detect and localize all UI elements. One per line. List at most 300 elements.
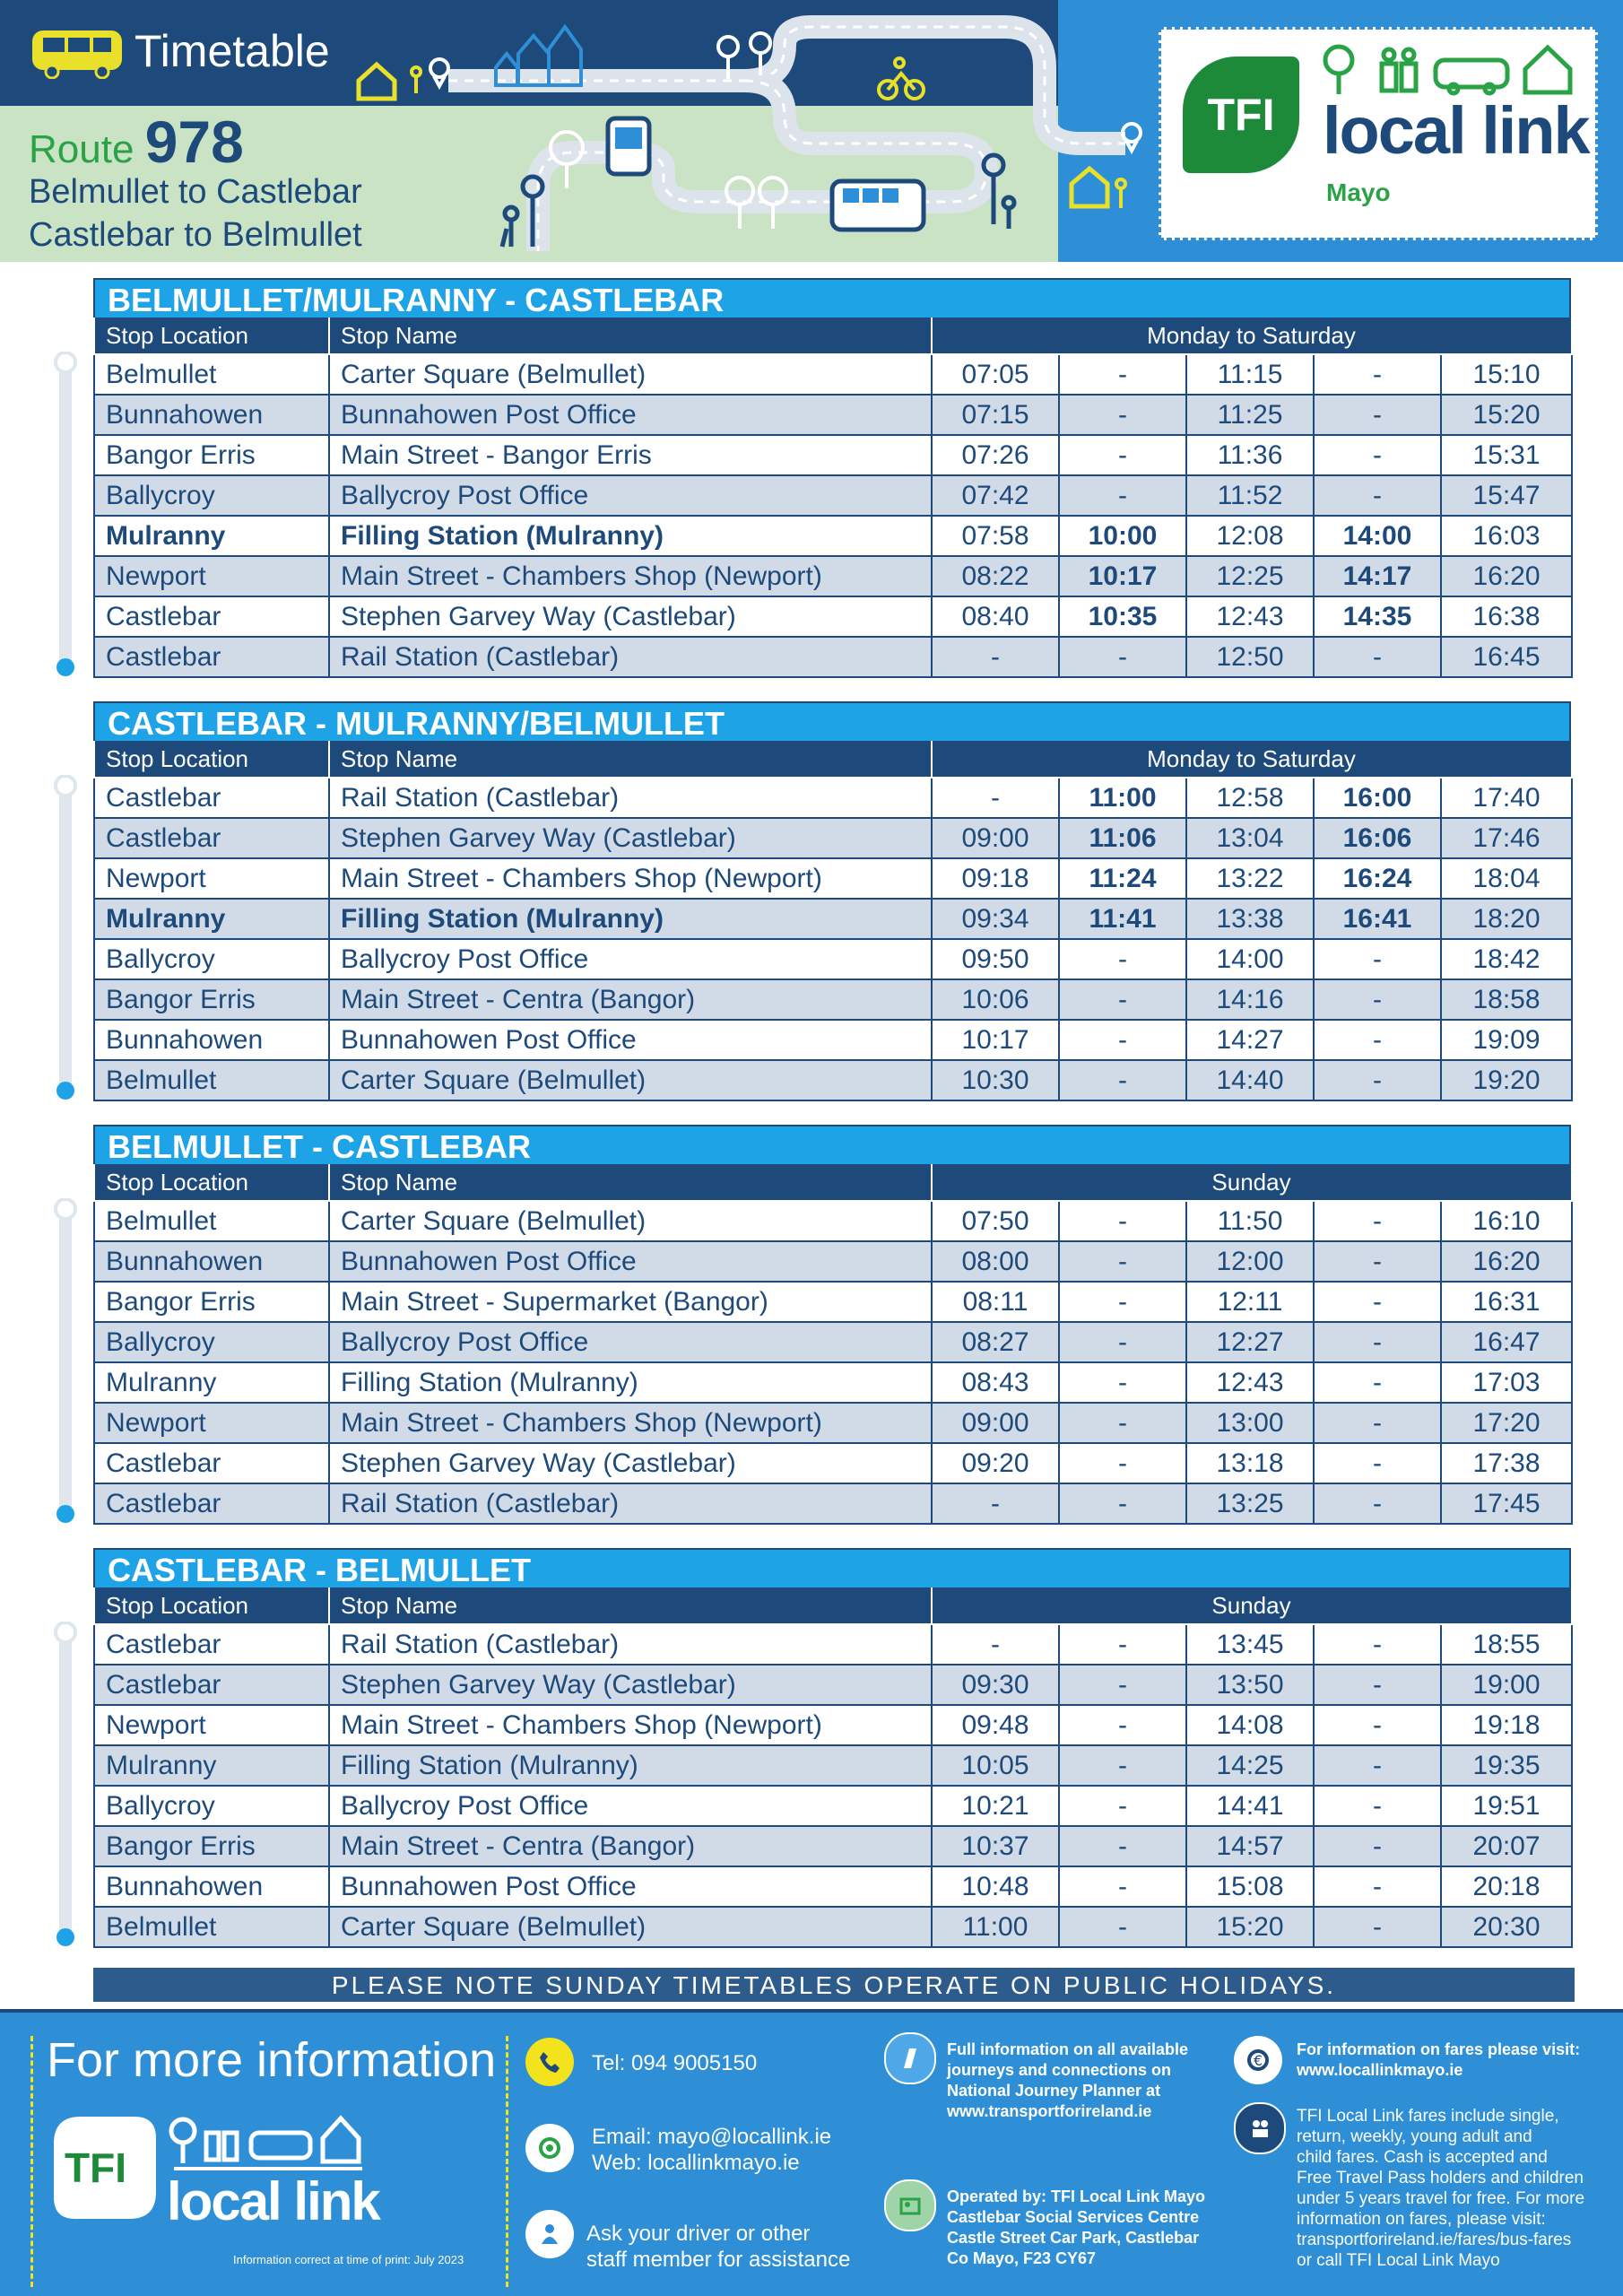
- table-row: [94, 939, 1572, 979]
- departure-time: 15:47: [1441, 475, 1572, 516]
- departure-time: -: [1059, 1483, 1186, 1524]
- departure-time: 13:22: [1186, 858, 1314, 899]
- departure-time: -: [1314, 1745, 1441, 1786]
- departure-time: 14:08: [1186, 1705, 1314, 1745]
- departure-time: 13:45: [1186, 1624, 1314, 1665]
- departure-time: -: [1059, 1020, 1186, 1060]
- departure-time: 17:20: [1441, 1403, 1572, 1443]
- departure-time: -: [1314, 1483, 1441, 1524]
- timetable-table: [93, 317, 1573, 678]
- fares-detail-line: TFI Local Link fares include single,: [1297, 2107, 1559, 2126]
- fares-detail-line: or call TFI Local Link Mayo: [1297, 2251, 1500, 2270]
- stop-name: Rail Station (Castlebar): [329, 1483, 932, 1524]
- stop-location: Castlebar: [94, 1665, 329, 1705]
- departure-time: 09:00: [932, 1403, 1059, 1443]
- timetable-title: BELMULLET - CASTLEBAR: [93, 1125, 1571, 1164]
- fares-link-info: [1297, 2039, 1580, 2081]
- public-holiday-note: PLEASE NOTE SUNDAY TIMETABLES OPERATE ON PUBLIC HOLIDAYS.: [93, 1968, 1575, 2002]
- departure-time: -: [1314, 1866, 1441, 1907]
- departure-time: -: [1059, 1201, 1186, 1241]
- stop-location: Bunnahowen: [94, 1020, 329, 1060]
- departure-time: -: [1059, 1745, 1186, 1786]
- departure-time: -: [1059, 1866, 1186, 1907]
- fare-icon: [1234, 2036, 1282, 2084]
- departure-time: -: [1059, 1060, 1186, 1100]
- assistance-line: Ask your driver or other: [586, 2222, 811, 2246]
- departure-time: 19:18: [1441, 1705, 1572, 1745]
- departure-time: 16:20: [1441, 1241, 1572, 1282]
- departure-time: 10:35: [1059, 596, 1186, 637]
- stop-location: Newport: [94, 1403, 329, 1443]
- departure-time: -: [932, 1624, 1059, 1665]
- departure-time: 19:51: [1441, 1786, 1572, 1826]
- departure-time: 10:21: [932, 1786, 1059, 1826]
- departure-time: -: [1059, 475, 1186, 516]
- table-header-row: [94, 317, 1572, 354]
- stop-location: Newport: [94, 556, 329, 596]
- departure-time: 11:06: [1059, 818, 1186, 858]
- departure-time: 11:25: [1186, 395, 1314, 435]
- departure-time: 14:40: [1186, 1060, 1314, 1100]
- stop-name: Bunnahowen Post Office: [329, 1241, 932, 1282]
- departure-time: 07:26: [932, 435, 1059, 475]
- departure-time: 09:18: [932, 858, 1059, 899]
- departure-time: 09:20: [932, 1443, 1059, 1483]
- departure-time: 16:47: [1441, 1322, 1572, 1362]
- fares-link[interactable]: www.locallinkmayo.ie: [1297, 2061, 1463, 2079]
- journey-line: journeys and connections on: [947, 2061, 1172, 2079]
- column-header-stop-location: Stop Location: [94, 317, 329, 354]
- table-row: [94, 818, 1572, 858]
- departure-time: 18:04: [1441, 858, 1572, 899]
- table-row: [94, 1403, 1572, 1443]
- departure-time: -: [1314, 1705, 1441, 1745]
- departure-time: 15:31: [1441, 435, 1572, 475]
- journey-icon: [884, 2032, 936, 2084]
- departure-time: 09:00: [932, 818, 1059, 858]
- departure-time: 19:09: [1441, 1020, 1572, 1060]
- operator-line: Castlebar Social Services Centre: [947, 2208, 1200, 2226]
- contact-details: [592, 2124, 831, 2176]
- operator-icon: [884, 2179, 936, 2231]
- bus-icon: [30, 29, 126, 79]
- table-header-row: [94, 1587, 1572, 1624]
- table-row: [94, 1745, 1572, 1786]
- departure-time: 08:40: [932, 596, 1059, 637]
- stop-name: Rail Station (Castlebar): [329, 637, 932, 677]
- departure-time: 10:05: [932, 1745, 1059, 1786]
- stop-location: Ballycroy: [94, 1322, 329, 1362]
- fare-info-icon: [1234, 2102, 1286, 2154]
- departure-time: -: [1059, 435, 1186, 475]
- departure-time: 20:30: [1441, 1907, 1572, 1947]
- departure-time: -: [1059, 979, 1186, 1020]
- timetable-title: CASTLEBAR - BELMULLET: [93, 1548, 1571, 1587]
- departure-time: 18:58: [1441, 979, 1572, 1020]
- table-row: [94, 1483, 1572, 1524]
- departure-time: 14:41: [1186, 1786, 1314, 1826]
- departure-time: 13:04: [1186, 818, 1314, 858]
- local-link-wordmark: local link: [1323, 93, 1589, 168]
- stop-location: Castlebar: [94, 1624, 329, 1665]
- departure-time: 11:50: [1186, 1201, 1314, 1241]
- stop-location: Belmullet: [94, 1907, 329, 1947]
- departure-time: 07:58: [932, 516, 1059, 556]
- departure-time: 11:00: [932, 1907, 1059, 1947]
- departure-time: 14:16: [1186, 979, 1314, 1020]
- route-description: [29, 170, 362, 257]
- departure-time: 09:48: [932, 1705, 1059, 1745]
- stop-location: Newport: [94, 858, 329, 899]
- departure-time: 12:00: [1186, 1241, 1314, 1282]
- stop-name: Bunnahowen Post Office: [329, 1020, 932, 1060]
- departure-time: 12:27: [1186, 1322, 1314, 1362]
- departure-time: 16:10: [1441, 1201, 1572, 1241]
- tfi-badge: TFI: [1183, 57, 1299, 173]
- phone-number[interactable]: Tel: 094 9005150: [592, 2051, 758, 2075]
- departure-time: -: [1059, 939, 1186, 979]
- departure-time: 07:05: [932, 354, 1059, 395]
- departure-time: -: [932, 637, 1059, 677]
- stop-location: Castlebar: [94, 637, 329, 677]
- departure-time: 13:38: [1186, 899, 1314, 939]
- departure-time: 08:11: [932, 1282, 1059, 1322]
- fares-details: [1297, 2106, 1584, 2271]
- timetable-title: BELMULLET/MULRANNY - CASTLEBAR: [93, 278, 1571, 317]
- departure-time: 09:30: [932, 1665, 1059, 1705]
- stop-name: Ballycroy Post Office: [329, 1786, 932, 1826]
- stop-location: Mulranny: [94, 1745, 329, 1786]
- departure-time: 17:46: [1441, 818, 1572, 858]
- table-row: [94, 1866, 1572, 1907]
- stop-name: Stephen Garvey Way (Castlebar): [329, 818, 932, 858]
- departure-time: -: [1059, 395, 1186, 435]
- departure-time: 08:22: [932, 556, 1059, 596]
- timetable-table: [93, 1164, 1573, 1525]
- footer-divider-middle: [506, 2036, 508, 2287]
- table-row: [94, 475, 1572, 516]
- timetable-table: [93, 741, 1573, 1101]
- timetable-table: [93, 1587, 1573, 1948]
- fares-detail-line: child fares. Cash is accepted and: [1297, 2148, 1548, 2167]
- departure-time: -: [1059, 1403, 1186, 1443]
- departure-time: 15:10: [1441, 354, 1572, 395]
- departure-time: 10:30: [932, 1060, 1059, 1100]
- departure-time: 16:45: [1441, 637, 1572, 677]
- departure-time: -: [1314, 1826, 1441, 1866]
- departure-time: 15:08: [1186, 1866, 1314, 1907]
- departure-time: -: [1314, 1241, 1441, 1282]
- stop-name: Filling Station (Mulranny): [329, 1362, 932, 1403]
- route-label: Route: [29, 127, 135, 171]
- operator-line: Castle Street Car Park, Castlebar: [947, 2229, 1200, 2247]
- departure-time: -: [1314, 475, 1441, 516]
- departure-time: 09:50: [932, 939, 1059, 979]
- departure-time: 18:55: [1441, 1624, 1572, 1665]
- departure-time: 11:41: [1059, 899, 1186, 939]
- departure-time: 10:17: [932, 1020, 1059, 1060]
- departure-time: -: [1059, 1241, 1186, 1282]
- departure-time: 12:50: [1186, 637, 1314, 677]
- stop-name: Main Street - Centra (Bangor): [329, 1826, 932, 1866]
- departure-time: 11:52: [1186, 475, 1314, 516]
- journey-line: National Journey Planner at: [947, 2082, 1161, 2100]
- departure-time: 13:18: [1186, 1443, 1314, 1483]
- departure-time: 12:08: [1186, 516, 1314, 556]
- stop-name: Rail Station (Castlebar): [329, 1624, 932, 1665]
- column-header-stop-name: Stop Name: [329, 741, 932, 778]
- departure-time: -: [1314, 939, 1441, 979]
- stop-location: Bunnahowen: [94, 395, 329, 435]
- stop-location: Castlebar: [94, 596, 329, 637]
- table-row: [94, 1907, 1572, 1947]
- column-header-days: Sunday: [932, 1587, 1572, 1624]
- departure-time: 18:42: [1441, 939, 1572, 979]
- departure-time: 17:45: [1441, 1483, 1572, 1524]
- departure-time: 16:00: [1314, 778, 1441, 818]
- column-header-stop-location: Stop Location: [94, 1164, 329, 1201]
- departure-time: -: [1059, 1786, 1186, 1826]
- departure-time: -: [1314, 1020, 1441, 1060]
- stop-name: Carter Square (Belmullet): [329, 354, 932, 395]
- footer-divider-left: [30, 2036, 33, 2287]
- stop-name: Ballycroy Post Office: [329, 1322, 932, 1362]
- stop-name: Bunnahowen Post Office: [329, 1866, 932, 1907]
- stop-name: Stephen Garvey Way (Castlebar): [329, 1443, 932, 1483]
- departure-time: -: [932, 778, 1059, 818]
- departure-time: 16:06: [1314, 818, 1441, 858]
- web-link[interactable]: Web: locallinkmayo.ie: [592, 2151, 800, 2175]
- departure-time: -: [1314, 354, 1441, 395]
- departure-time: -: [1314, 1060, 1441, 1100]
- table-row: [94, 596, 1572, 637]
- fares-detail-line: Free Travel Pass holders and children: [1297, 2169, 1584, 2187]
- stop-name: Main Street - Chambers Shop (Newport): [329, 858, 932, 899]
- departure-time: 16:03: [1441, 516, 1572, 556]
- departure-time: 14:35: [1314, 596, 1441, 637]
- departure-time: -: [1314, 1443, 1441, 1483]
- departure-time: -: [1314, 1624, 1441, 1665]
- departure-time: -: [1059, 1624, 1186, 1665]
- departure-time: 11:15: [1186, 354, 1314, 395]
- departure-time: -: [1314, 637, 1441, 677]
- departure-time: 12:11: [1186, 1282, 1314, 1322]
- column-header-stop-location: Stop Location: [94, 741, 329, 778]
- departure-time: -: [932, 1483, 1059, 1524]
- departure-time: -: [1314, 1665, 1441, 1705]
- table-row: [94, 395, 1572, 435]
- stop-name: Filling Station (Mulranny): [329, 516, 932, 556]
- departure-time: 14:57: [1186, 1826, 1314, 1866]
- departure-time: -: [1059, 1362, 1186, 1403]
- page-title: Timetable: [135, 26, 330, 76]
- stop-name: Stephen Garvey Way (Castlebar): [329, 1665, 932, 1705]
- stop-name: Ballycroy Post Office: [329, 475, 932, 516]
- tfi-local-link-logo: [1159, 27, 1598, 240]
- fares-detail-line: return, weekly, young adult and: [1297, 2127, 1532, 2146]
- local-link-icons: [1319, 42, 1579, 96]
- table-row: [94, 1826, 1572, 1866]
- column-header-stop-name: Stop Name: [329, 317, 932, 354]
- column-header-days: Sunday: [932, 1164, 1572, 1201]
- phone-icon: [525, 2038, 574, 2086]
- departure-time: -: [1314, 1282, 1441, 1322]
- column-header-days: Monday to Saturday: [932, 317, 1572, 354]
- departure-time: 10:37: [932, 1826, 1059, 1866]
- footer-tfi-badge: TFI: [65, 2144, 126, 2191]
- stop-name: Filling Station (Mulranny): [329, 899, 932, 939]
- stop-location: Ballycroy: [94, 939, 329, 979]
- stop-name: Main Street - Centra (Bangor): [329, 979, 932, 1020]
- journey-link[interactable]: www.transportforireland.ie: [947, 2102, 1152, 2120]
- footer: [0, 2013, 1623, 2296]
- footer-wordmark: local link: [167, 2171, 379, 2231]
- departure-time: 20:07: [1441, 1826, 1572, 1866]
- stop-location: Bunnahowen: [94, 1866, 329, 1907]
- table-row: [94, 979, 1572, 1020]
- local-link-region: Mayo: [1326, 178, 1391, 206]
- table-row: [94, 1241, 1572, 1282]
- departure-time: -: [1059, 1907, 1186, 1947]
- departure-time: 11:00: [1059, 778, 1186, 818]
- stop-location: Mulranny: [94, 899, 329, 939]
- assistance-line: staff member for assistance: [586, 2248, 851, 2272]
- departure-time: 16:24: [1314, 858, 1441, 899]
- departure-time: 17:03: [1441, 1362, 1572, 1403]
- operator-line: Co Mayo, F23 CY67: [947, 2249, 1097, 2267]
- route-line-icon: [52, 1198, 79, 1530]
- departure-time: 14:00: [1314, 516, 1441, 556]
- table-row: [94, 1020, 1572, 1060]
- table-header-row: [94, 1164, 1572, 1201]
- table-row: [94, 1665, 1572, 1705]
- email-link[interactable]: Email: mayo@locallink.ie: [592, 2125, 832, 2149]
- table-row: [94, 556, 1572, 596]
- stop-name: Carter Square (Belmullet): [329, 1060, 932, 1100]
- stop-location: Castlebar: [94, 1443, 329, 1483]
- departure-time: 10:06: [932, 979, 1059, 1020]
- stop-location: Castlebar: [94, 778, 329, 818]
- stop-name: Main Street - Chambers Shop (Newport): [329, 1403, 932, 1443]
- stop-location: Bangor Erris: [94, 435, 329, 475]
- departure-time: 11:24: [1059, 858, 1186, 899]
- departure-time: 17:38: [1441, 1443, 1572, 1483]
- table-row: [94, 1060, 1572, 1100]
- departure-time: 18:20: [1441, 899, 1572, 939]
- departure-time: -: [1059, 637, 1186, 677]
- table-header-row: [94, 741, 1572, 778]
- departure-time: 13:00: [1186, 1403, 1314, 1443]
- departure-time: 07:15: [932, 395, 1059, 435]
- departure-time: -: [1059, 1705, 1186, 1745]
- timetable-title: CASTLEBAR - MULRANNY/BELMULLET: [93, 701, 1571, 741]
- stop-location: Newport: [94, 1705, 329, 1745]
- stop-location: Bangor Erris: [94, 979, 329, 1020]
- departure-time: 07:42: [932, 475, 1059, 516]
- table-row: [94, 516, 1572, 556]
- fares-detail-line: information on fares, please visit:: [1297, 2210, 1546, 2229]
- stop-name: Bunnahowen Post Office: [329, 395, 932, 435]
- departure-time: 09:34: [932, 899, 1059, 939]
- info-icon: [525, 2210, 574, 2258]
- table-row: [94, 1322, 1572, 1362]
- stop-name: Ballycroy Post Office: [329, 939, 932, 979]
- departure-time: 16:38: [1441, 596, 1572, 637]
- departure-time: 16:20: [1441, 556, 1572, 596]
- departure-time: -: [1314, 435, 1441, 475]
- stop-name: Main Street - Chambers Shop (Newport): [329, 556, 932, 596]
- timetable-section: [93, 1548, 1571, 1948]
- departure-time: 12:25: [1186, 556, 1314, 596]
- table-row: [94, 435, 1572, 475]
- stop-location: Castlebar: [94, 1483, 329, 1524]
- stop-location: Belmullet: [94, 1060, 329, 1100]
- stop-name: Filling Station (Mulranny): [329, 1745, 932, 1786]
- fares-detail-line: under 5 years travel for free. For more: [1297, 2189, 1585, 2208]
- departure-time: -: [1059, 1665, 1186, 1705]
- stop-name: Main Street - Chambers Shop (Newport): [329, 1705, 932, 1745]
- departure-time: 16:41: [1314, 899, 1441, 939]
- timetable-section: [93, 278, 1571, 678]
- stop-location: Castlebar: [94, 818, 329, 858]
- table-row: [94, 1443, 1572, 1483]
- fares-line: For information on fares please visit:: [1297, 2040, 1581, 2058]
- table-row: [94, 354, 1572, 395]
- fares-detail-link[interactable]: transportforireland.ie/fares/bus-fares: [1297, 2231, 1572, 2249]
- departure-time: 13:25: [1186, 1483, 1314, 1524]
- table-row: [94, 778, 1572, 818]
- timetable-section: [93, 701, 1571, 1101]
- stop-location: Bangor Erris: [94, 1826, 329, 1866]
- departure-time: -: [1059, 1443, 1186, 1483]
- stop-location: Bangor Erris: [94, 1282, 329, 1322]
- column-header-days: Monday to Saturday: [932, 741, 1572, 778]
- departure-time: 08:00: [932, 1241, 1059, 1282]
- table-row: [94, 899, 1572, 939]
- departure-time: 12:58: [1186, 778, 1314, 818]
- print-date-note: Information correct at time of print: July 2023: [233, 2253, 464, 2266]
- route-line-icon: [52, 775, 79, 1107]
- column-header-stop-name: Stop Name: [329, 1587, 932, 1624]
- departure-time: 08:27: [932, 1322, 1059, 1362]
- footer-heading: For more information: [47, 2033, 497, 2087]
- table-row: [94, 1201, 1572, 1241]
- cyclist-icon: [879, 58, 924, 99]
- assistance-note: [586, 2221, 850, 2273]
- departure-time: 08:43: [932, 1362, 1059, 1403]
- departure-time: 10:48: [932, 1866, 1059, 1907]
- route-number: 978: [144, 109, 244, 175]
- departure-time: 10:17: [1059, 556, 1186, 596]
- departure-time: -: [1314, 1907, 1441, 1947]
- departure-time: 10:00: [1059, 516, 1186, 556]
- departure-time: -: [1314, 1322, 1441, 1362]
- stop-location: Ballycroy: [94, 1786, 329, 1826]
- departure-time: 19:20: [1441, 1060, 1572, 1100]
- route-direction-2: Castlebar to Belmullet: [29, 216, 362, 254]
- stop-name: Carter Square (Belmullet): [329, 1201, 932, 1241]
- departure-time: 07:50: [932, 1201, 1059, 1241]
- departure-time: 16:31: [1441, 1282, 1572, 1322]
- route-direction-1: Belmullet to Castlebar: [29, 173, 362, 211]
- departure-time: 14:17: [1314, 556, 1441, 596]
- departure-time: 11:36: [1186, 435, 1314, 475]
- route-line-icon: [52, 352, 79, 683]
- stop-location: Belmullet: [94, 354, 329, 395]
- departure-time: 17:40: [1441, 778, 1572, 818]
- departure-time: -: [1314, 1201, 1441, 1241]
- stop-name: Carter Square (Belmullet): [329, 1907, 932, 1947]
